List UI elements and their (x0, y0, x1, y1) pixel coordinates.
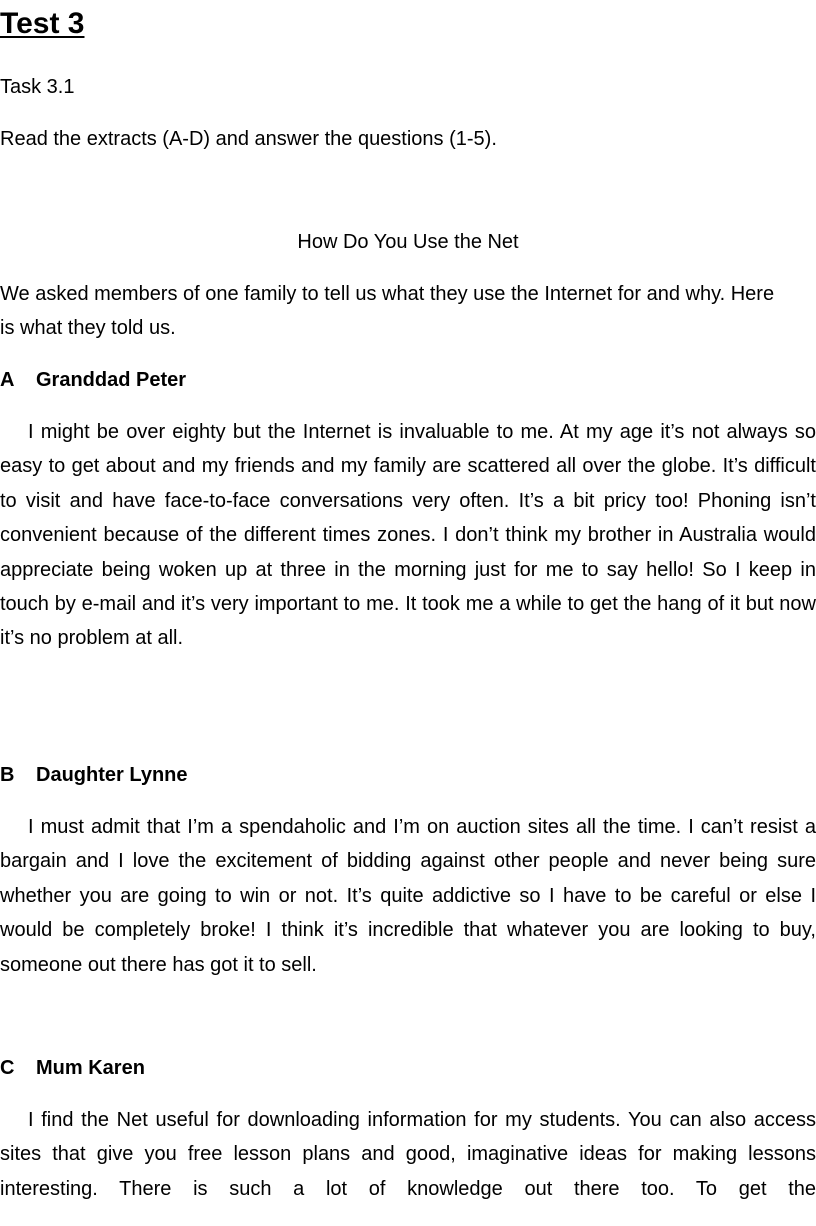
section-letter: C (0, 1057, 15, 1079)
article-title: How Do You Use the Net (297, 231, 519, 253)
section-letter: B (0, 764, 15, 786)
section-text-b: I must admit that I’m a spendaholic and I’m on auction sites all the time. I can’t resist a bargain and I love the excitement of bidding against other people and never being sure whether you are going to win or not. It’s quite addictive so I have to be careful or else I would be completely broke! I think it’s incredible that whatever you are looking to buy, someone out there has got it to sell. (0, 816, 816, 976)
section-name: Mum Karen (36, 1057, 145, 1079)
intro-paragraph: We asked members of one family to tell us what they use the Internet for and why. Here is what they told us. (0, 283, 775, 339)
section-name: Daughter Lynne (36, 764, 188, 786)
section-letter: A (0, 369, 15, 391)
section-heading-c (0, 1051, 145, 1085)
instructions: Read the extracts (A-D) and answer the questions (1-5). (0, 128, 497, 150)
section-name: Granddad Peter (36, 369, 187, 391)
page-title: Test 3 (0, 7, 85, 40)
section-heading-a (0, 363, 186, 397)
section-text-c: I find the Net useful for downloading information for my students. You can also access sites that give you free lesson plans and good, imaginative ideas for making lessons interesting. There is such a lot of knowledge out there too. To get the (0, 1109, 816, 1200)
section-text-a: I might be over eighty but the Internet is invaluable to me. At my age it’s not always so easy to get about and my friends and my family are scattered all over the globe. It’s difficult to visit and have face-to-face conversations very often. It’s a bit pricy too! Phoning isn’t convenient because of the different times zones. I don’t think my brother in Australia would appreciate being woken up at three in the morning just for me to say hello! So I keep in touch by e-mail and it’s very important to me. It took me a while to get the hang of it but now it’s no problem at all. (0, 421, 816, 650)
section-heading-b (0, 758, 188, 792)
task-label: Task 3.1 (0, 76, 75, 98)
